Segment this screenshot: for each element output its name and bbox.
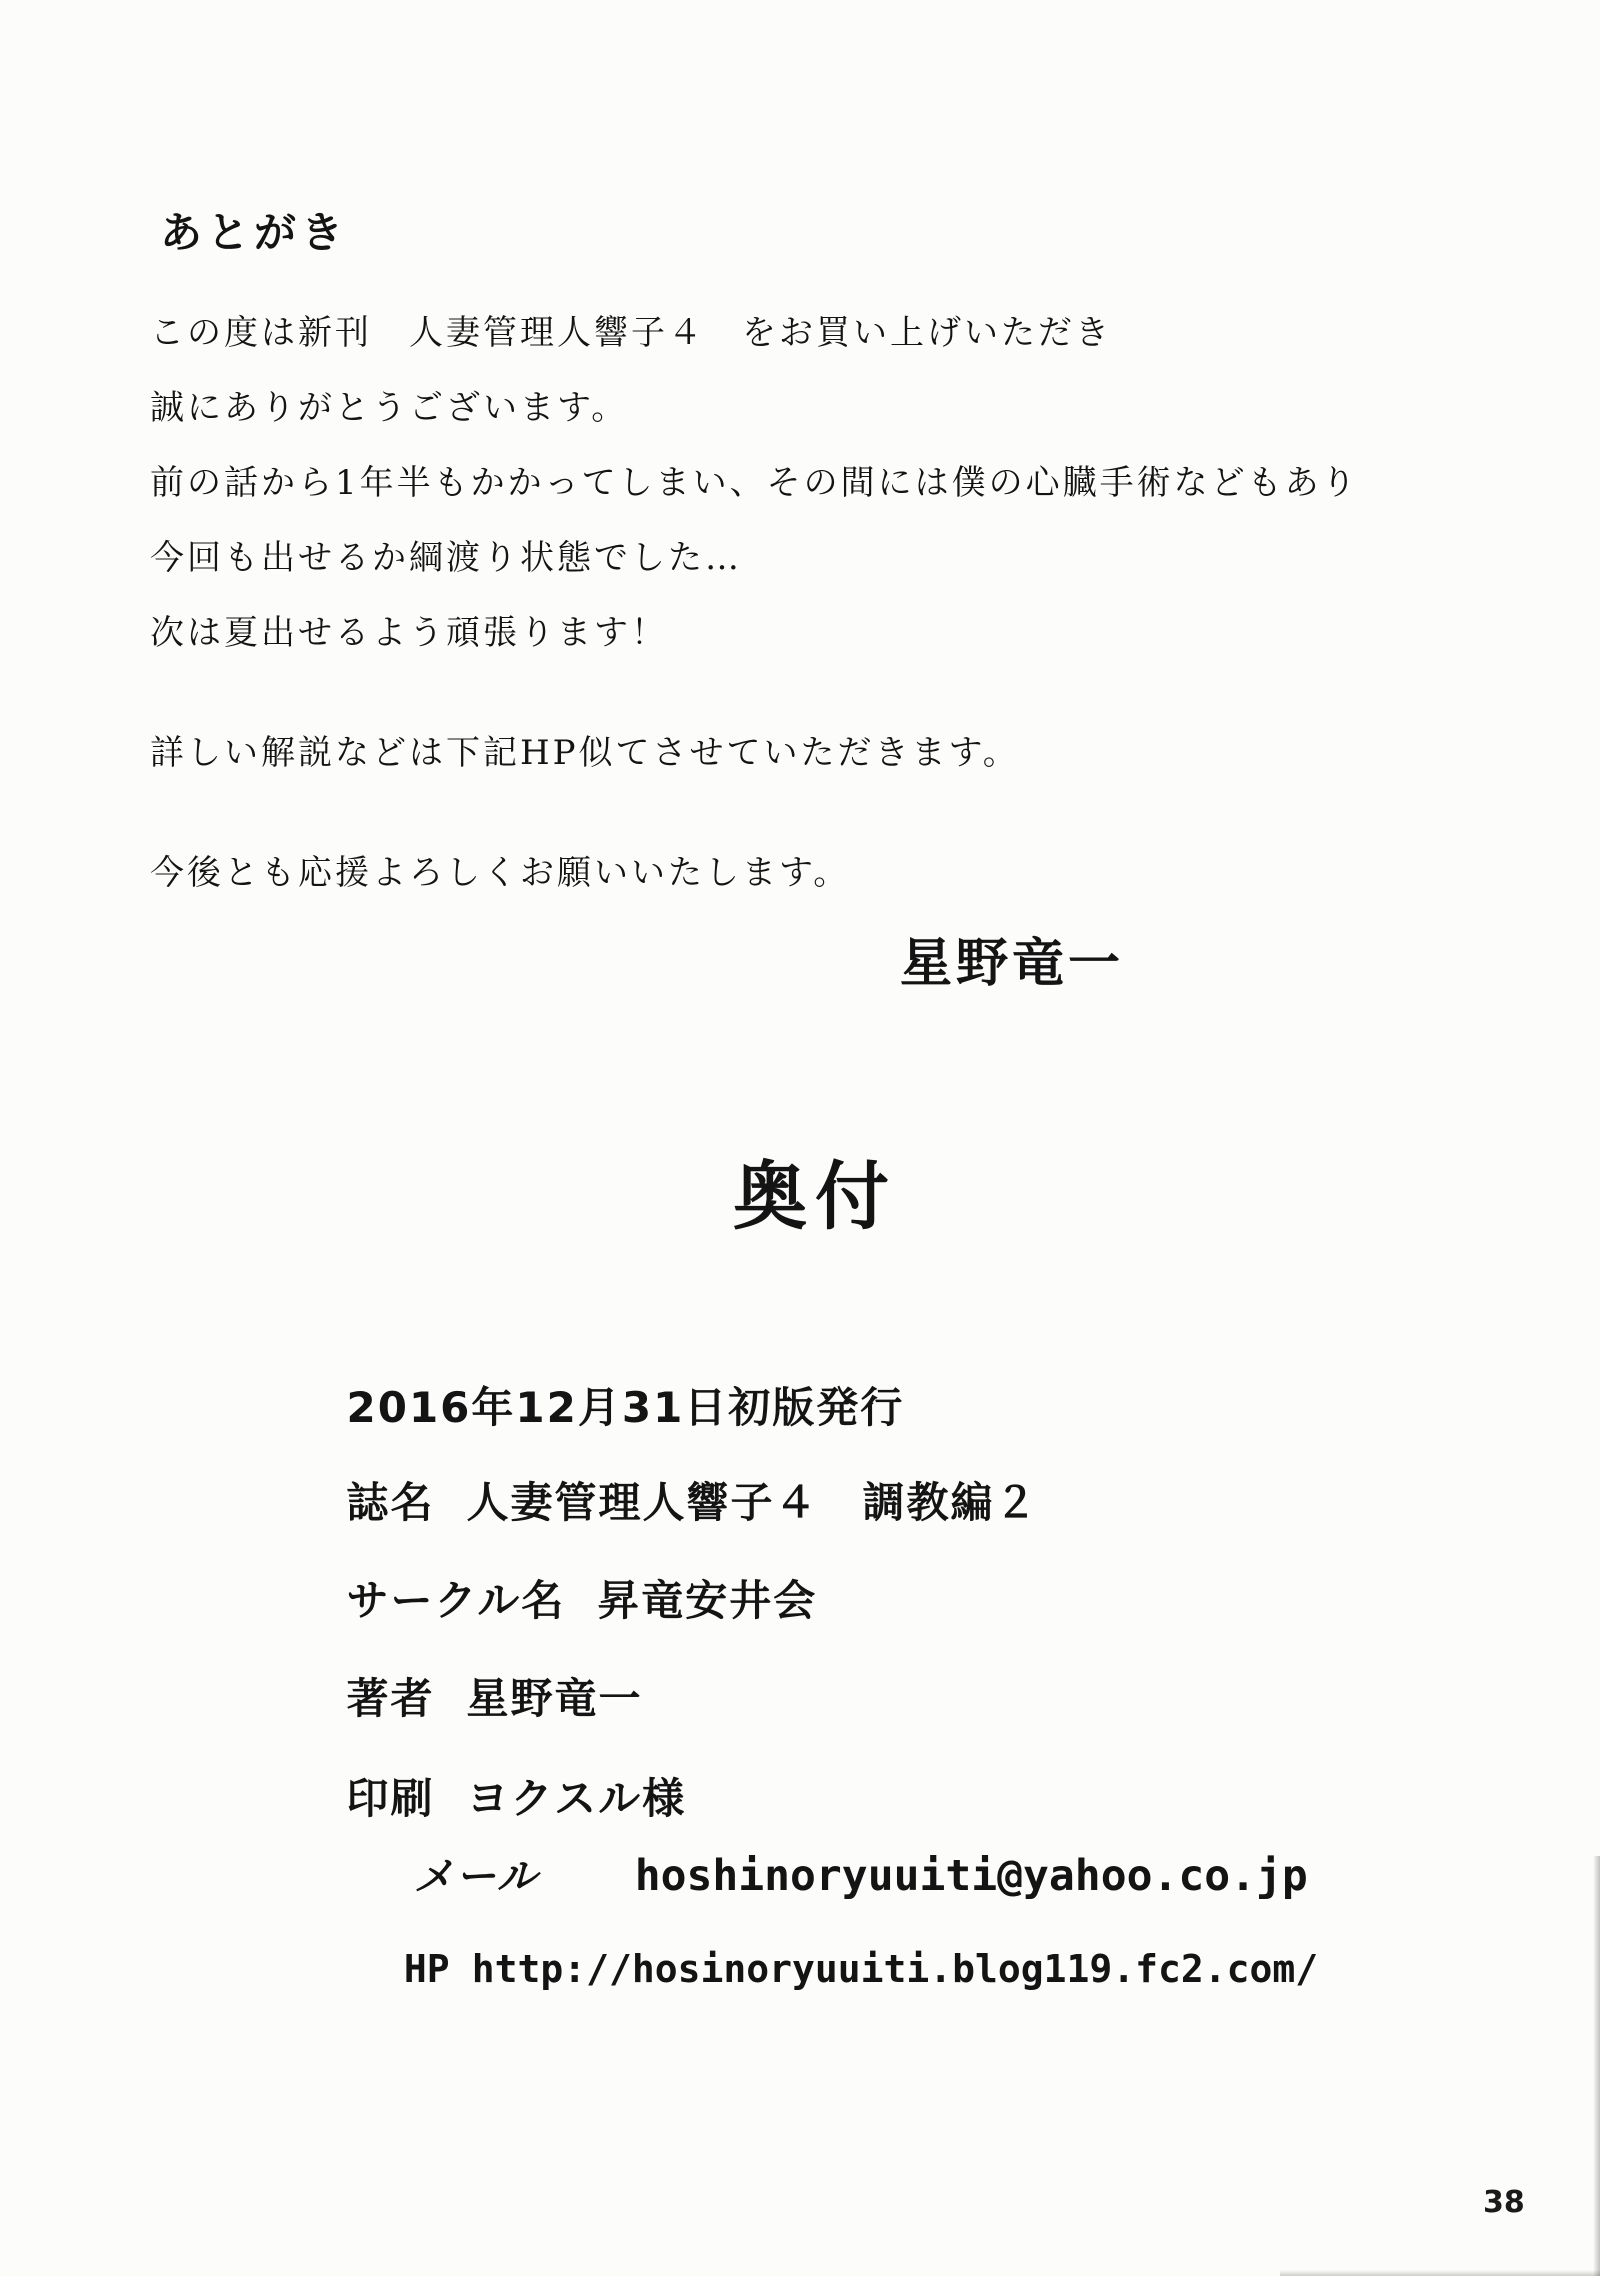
afterword-line: この度は新刊 人妻管理人響子４ をお買い上げいただき: [150, 313, 1112, 353]
afterword-line: 次は夏出せるよう頑張ります！: [150, 613, 668, 653]
colophon-label: サークル名: [346, 1576, 566, 1625]
colophon-label: 誌名: [346, 1478, 435, 1527]
afterword-line: 前の話から1年半もかかってしまい、その間には僕の心臓手術などもあり: [150, 463, 1359, 503]
email-address-text: hoshinoryuuiti@yahoo.co.jp: [634, 1851, 1308, 1901]
author-name-value: 星野竜一: [466, 1674, 643, 1723]
colophon-label: メール: [413, 1853, 539, 1900]
circle-name-value: 昇竜安井会: [597, 1576, 818, 1625]
afterword-heading: あとがき: [160, 208, 349, 257]
afterword-line: 誠にありがとうございます。: [150, 388, 629, 428]
scan-edge-shadow: [1593, 1856, 1600, 2276]
scan-edge-shadow: [1280, 2270, 1600, 2276]
book-title-value: 人妻管理人響子４ 調教編２: [466, 1478, 1039, 1527]
colophon-row-homepage: [343, 1912, 1318, 2026]
colophon-heading: 奥付: [733, 1154, 897, 1240]
printer-name-value: ヨクスル様: [466, 1774, 687, 1823]
homepage-url-text: http://hosinoryuuiti.blog119.fc2.com/: [471, 1947, 1319, 1991]
afterword-line: 今回も出せるか綱渡り状態でした…: [150, 538, 742, 578]
page-number: 38: [1483, 2185, 1525, 2220]
publish-date-value: 2016年12月31日初版発行: [346, 1383, 905, 1432]
author-signature: 星野竜一: [900, 934, 1125, 994]
colophon-label: 印刷: [346, 1774, 435, 1823]
colophon-label: 著者: [346, 1674, 435, 1723]
colophon-label: HP: [403, 1947, 450, 1991]
afterword-line: 今後とも応援よろしくお願いいたします。: [150, 853, 851, 893]
afterword-line: 詳しい解説などは下記HP似てさせていただきます。: [150, 733, 1020, 773]
